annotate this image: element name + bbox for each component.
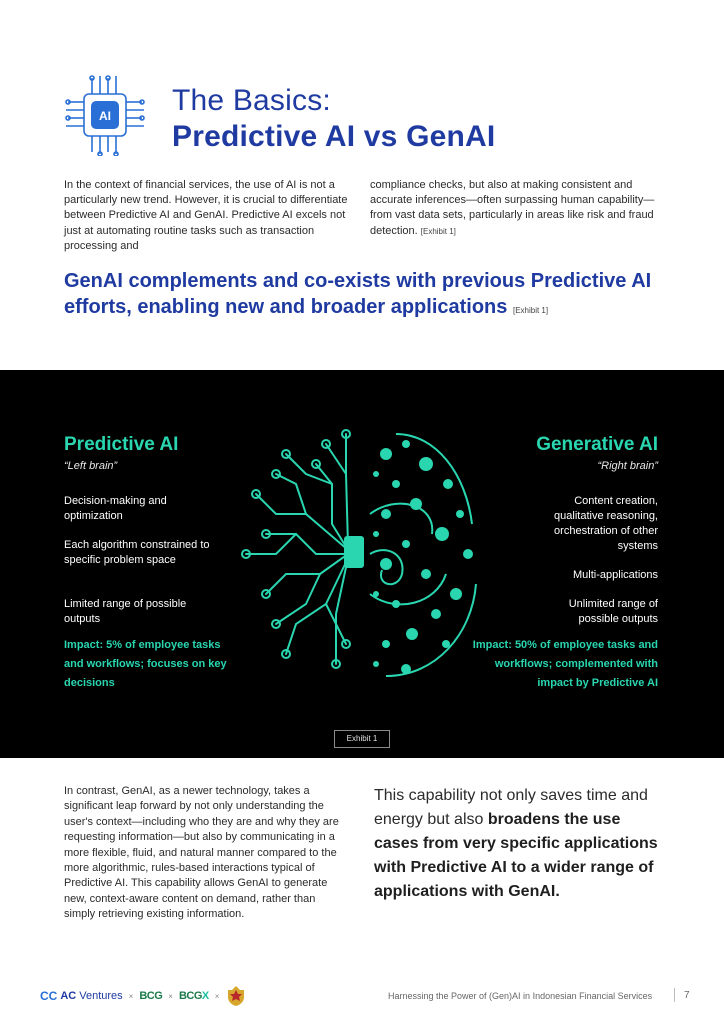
partner-logos [40, 984, 247, 1008]
comparison-panel [0, 370, 724, 758]
ac-ventures-logo-text: Ventures [79, 990, 123, 1002]
bcg-x-main: BCG [178, 990, 202, 1002]
footer-divider [674, 988, 675, 1002]
key-highlight [64, 268, 664, 324]
bcg-x-logo [179, 990, 209, 1002]
pull-quote-plain: This capability not only saves time and energy but also [374, 787, 648, 828]
predictive-ai-item: Decision-making and optimization [64, 495, 167, 522]
chip-label: AI [99, 109, 111, 123]
bcg-x-mark: X [201, 990, 209, 1002]
ac-ventures-logo-bold: AC [60, 990, 77, 1002]
logo-separator: × [128, 991, 134, 1001]
page-title-bold: Predictive AI vs GenAI [172, 120, 496, 153]
predictive-ai-subtitle: “Left brain” [64, 460, 118, 472]
intro-paragraph-right [370, 178, 665, 239]
footer-report-title: Harnessing the Power of (Gen)AI in Indonesian Financial Services [388, 991, 653, 1001]
government-seal-icon [225, 985, 247, 1007]
generative-ai-title: Generative AI [536, 434, 658, 455]
intro-right-text: compliance checks, but also at making consistent and accurate inferences—often surpassing human capability—from vast data sets, particularly in areas like risk and fraud detection. [370, 179, 655, 237]
intro-paragraph-left: In the context of financial services, the use of AI is not a particularly new trend. However, it is crucial to differentiate between Predictive AI and GenAI. Predictive AI excels not just at automating routine tasks such as transaction processing and [64, 179, 348, 252]
logo-separator: × [168, 991, 173, 1001]
exhibit-label: Exhibit 1 [334, 730, 390, 748]
pull-quote [374, 784, 664, 904]
generative-ai-subtitle: “Right brain” [597, 460, 658, 472]
ac-ventures-logo [40, 989, 123, 1003]
predictive-ai-impact: Impact: 5% of employee tasks and workflows; focuses on key decisions [64, 639, 227, 689]
brain-circuit-illustration [236, 414, 482, 686]
body-paragraph: In contrast, GenAI, as a newer technology, takes a significant leap forward by not only understanding the user's context—including who they are and why they are requesting information—but also by communicating in a more flexible, fluid, and natural manner compared to the more algorithmic, rules-based interactions typical of Predictive AI. This capability allows GenAI to generate new, context-aware content on demand, rather than simply retrieving existing information. [64, 785, 339, 921]
pull-quote-bold: broadens the use cases from very specific applications with Predictive AI to a wider range of applications with GenAI. [374, 811, 658, 900]
predictive-ai-item: Each algorithm constrained to specific problem space [64, 539, 210, 566]
highlight-exhibit-reference: [Exhibit 1] [512, 306, 549, 315]
ai-chip-icon [64, 74, 146, 156]
generative-ai-impact: Impact: 50% of employee tasks and workflows; complemented with impact by Predictive AI [472, 639, 658, 689]
exhibit-reference: [Exhibit 1] [420, 226, 456, 236]
page-title-light: The Basics: [172, 84, 331, 117]
generative-ai-item: Content creation, qualitative reasoning, orchestration of other systems [554, 495, 658, 552]
ac-ventures-mark-icon: CC [40, 989, 58, 1003]
bcg-logo: BCG [139, 990, 163, 1002]
generative-ai-item: Unlimited range of possible outputs [568, 598, 658, 625]
logo-separator: × [214, 991, 220, 1001]
predictive-ai-item: Limited range of possible outputs [64, 598, 187, 625]
page-number: 7 [684, 990, 690, 1001]
highlight-text: GenAI complements and co-exists with previous Predictive AI efforts, enabling new and broader applications [64, 270, 652, 318]
predictive-ai-title: Predictive AI [64, 434, 179, 455]
generative-ai-item: Multi-applications [573, 569, 658, 581]
